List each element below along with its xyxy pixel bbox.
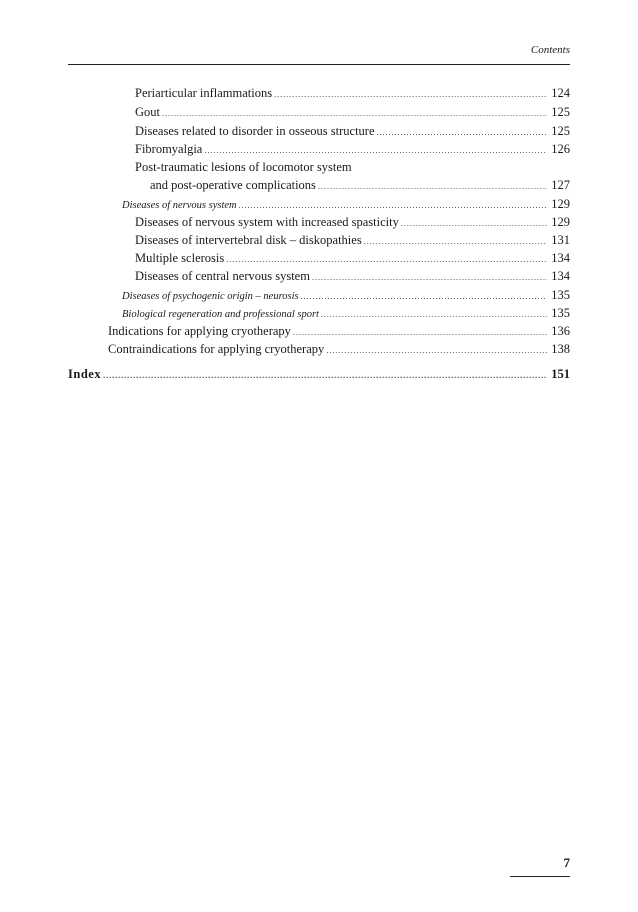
toc-entry-page: 129 <box>551 215 570 229</box>
toc-entry[interactable] <box>135 269 570 284</box>
toc-entry-title: Diseases of intervertebral disk – diskopathies <box>135 233 362 247</box>
toc-entry[interactable] <box>135 105 570 120</box>
toc-entry-page: 135 <box>551 288 570 302</box>
toc-leader-dots <box>162 109 547 118</box>
toc-entry-title: Diseases of nervous system with increased spasticity <box>135 215 399 229</box>
page-number: 7 <box>563 855 570 870</box>
toc-entry-page: 129 <box>551 197 570 211</box>
toc-leader-dots <box>239 201 548 210</box>
toc-leader-dots <box>293 328 547 337</box>
toc-chapter-entry[interactable] <box>108 324 570 339</box>
toc-leader-dots <box>318 182 547 191</box>
toc-entry-page: 131 <box>551 233 570 247</box>
toc-entry-title: Contraindications for applying cryotherapy <box>108 342 325 356</box>
toc-entry-page: 138 <box>551 342 570 356</box>
toc-entry-page: 127 <box>551 178 570 192</box>
toc-leader-dots <box>321 310 547 319</box>
toc-chapter-entry[interactable] <box>108 342 570 357</box>
toc-section-entry[interactable] <box>122 288 570 303</box>
toc-leader-dots <box>204 146 547 155</box>
toc-leader-dots <box>377 128 548 137</box>
toc-entry-title: Multiple sclerosis <box>135 251 225 265</box>
toc-section-entry[interactable] <box>122 306 570 321</box>
running-head: Contents <box>530 44 570 56</box>
toc-entry-page: 135 <box>551 306 570 320</box>
toc-entry-title: Periarticular inflammations <box>135 86 273 100</box>
toc-leader-dots <box>401 219 547 228</box>
toc-entry-title: and post-operative complications <box>150 178 316 192</box>
toc-leader-dots <box>274 90 547 99</box>
footer-rule <box>510 876 570 877</box>
toc-entry-page: 125 <box>551 105 570 119</box>
toc-entry[interactable] <box>135 251 570 266</box>
toc-entry-title: Index <box>68 367 102 381</box>
toc-entry-title: Gout <box>135 105 160 119</box>
toc-entry-page: 136 <box>551 324 570 338</box>
toc-entry-page: 151 <box>551 367 570 381</box>
toc-entry[interactable] <box>135 233 570 248</box>
toc-entry-title: Indications for applying cryotherapy <box>108 324 291 338</box>
toc-leader-dots <box>326 346 547 355</box>
toc-entry-page: 126 <box>551 142 570 156</box>
toc-index-entry[interactable] <box>68 367 570 382</box>
toc-entry[interactable] <box>135 86 570 101</box>
toc-entry-page: 125 <box>551 124 570 138</box>
toc-leader-dots <box>103 371 547 380</box>
toc-leader-dots <box>301 292 548 301</box>
toc-entry[interactable] <box>135 124 570 139</box>
toc-entry-title: Diseases related to disorder in osseous structure <box>135 124 375 138</box>
toc-entry-title: Diseases of psychogenic origin – neurosis <box>122 291 299 302</box>
toc-leader-dots <box>312 273 547 282</box>
toc-leader-dots <box>226 255 547 264</box>
toc-entry-title: Fibromyalgia <box>135 142 203 156</box>
toc-section-entry[interactable] <box>122 197 570 212</box>
toc-entry-title: Biological regeneration and professional sport <box>122 309 319 320</box>
toc-entry[interactable] <box>135 142 570 157</box>
toc-entry[interactable] <box>135 215 570 230</box>
toc-entry-page: 134 <box>551 269 570 283</box>
toc-entry-title-line[interactable]: Post-traumatic lesions of locomotor system <box>135 160 352 174</box>
toc-entry-title: Diseases of central nervous system <box>135 269 310 283</box>
header-rule <box>68 64 570 65</box>
toc-entry-page: 134 <box>551 251 570 265</box>
toc-leader-dots <box>364 237 548 246</box>
toc-entry-title: Diseases of nervous system <box>122 200 237 211</box>
toc-entry-page: 124 <box>551 86 570 100</box>
toc-entry[interactable] <box>150 178 570 193</box>
